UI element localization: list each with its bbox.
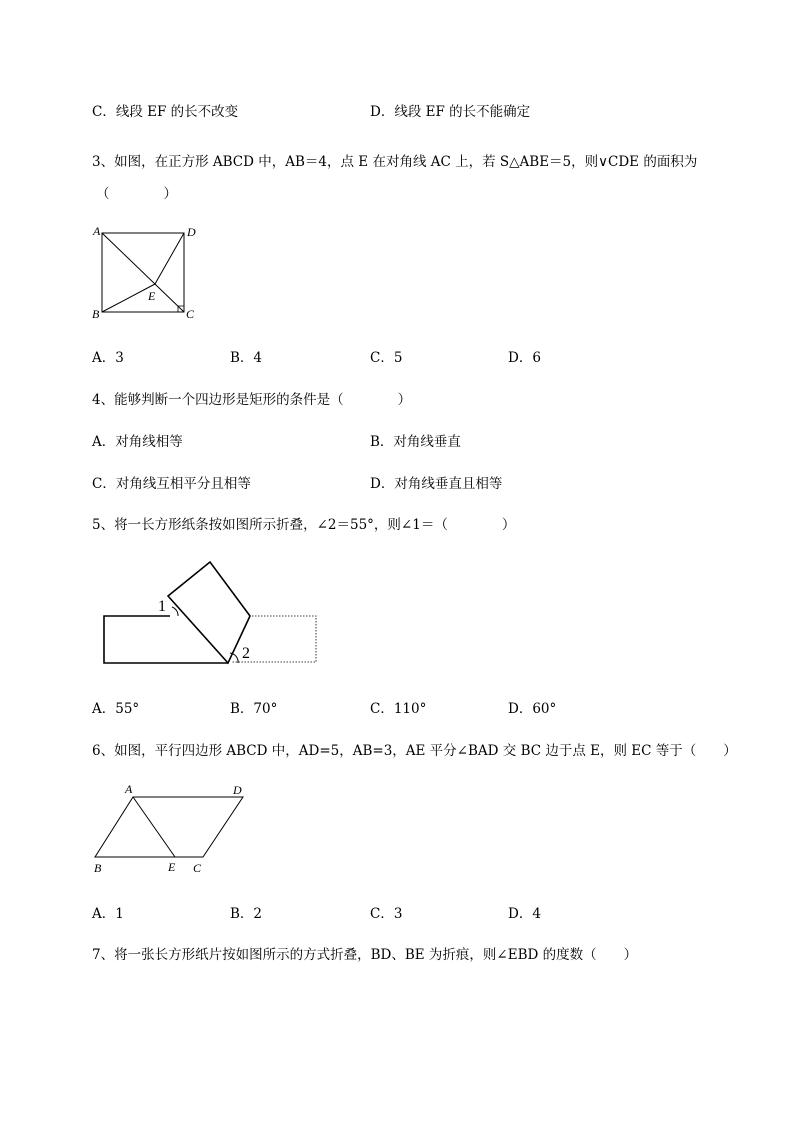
q5-fold-figure xyxy=(100,560,322,670)
label-c: C xyxy=(193,861,202,875)
label-b: B xyxy=(92,307,100,321)
q6-option-a: A．1 xyxy=(92,906,124,922)
q3-option-c: C．5 xyxy=(370,350,403,366)
q5-option-b: B．70° xyxy=(230,701,278,717)
q3-stem: 3、如图，在正方形 ABCD 中，AB＝4，点 E 在对角线 AC 上，若 S△ABE＝5，则∨CDE 的面积为 xyxy=(92,154,698,170)
q4-option-b: B．对角线垂直 xyxy=(370,434,461,450)
q6-parallelogram-figure xyxy=(90,780,250,880)
q2-option-c: C．线段 EF 的长不改变 xyxy=(92,104,239,120)
angle-1-arc xyxy=(172,607,178,616)
label-1: 1 xyxy=(158,598,166,615)
label-a: A xyxy=(125,782,133,796)
segment-ae xyxy=(133,797,175,857)
q6-option-d: D．4 xyxy=(508,906,541,922)
q7-stem: 7、将一张长方形纸片按如图所示的方式折叠，BD、BE 为折痕，则∠EBD 的度数（ ） xyxy=(92,947,638,963)
label-2: 2 xyxy=(242,645,250,662)
q3-option-a: A．3 xyxy=(92,350,124,366)
diagonal-ac xyxy=(102,233,184,312)
label-b: B xyxy=(94,861,102,875)
segment-de xyxy=(155,233,184,284)
q4-option-c: C．对角线互相平分且相等 xyxy=(92,476,251,492)
q3-option-b: B．4 xyxy=(230,350,263,366)
q3-square-figure xyxy=(90,224,210,324)
q3-answer-blank: （ ） xyxy=(96,186,177,202)
label-e: E xyxy=(168,860,176,874)
label-e: E xyxy=(148,289,156,303)
q5-stem: 5、将一长方形纸条按如图所示折叠，∠2＝55°，则∠1＝（ ） xyxy=(92,517,516,533)
q5-option-a: A．55° xyxy=(92,701,140,717)
label-d: D xyxy=(187,225,196,239)
q4-option-d: D．对角线垂直且相等 xyxy=(370,476,503,492)
q5-option-d: D．60° xyxy=(508,701,557,717)
q4-stem: 4、能够判断一个四边形是矩形的条件是（ ） xyxy=(92,392,412,408)
q4-option-a: A．对角线相等 xyxy=(92,434,183,450)
q2-option-d: D．线段 EF 的长不能确定 xyxy=(370,104,531,120)
q6-option-b: B．2 xyxy=(230,906,263,922)
label-a: A xyxy=(93,224,101,238)
folded-flap xyxy=(168,562,250,663)
q3-option-d: D．6 xyxy=(508,350,541,366)
label-d: D xyxy=(233,783,242,797)
q5-option-c: C．110° xyxy=(370,701,427,717)
q6-stem: 6、如图，平行四边形 ABCD 中，AD=5，AB=3，AE 平分∠BAD 交 BC 边于点 E，则 EC 等于（ ） xyxy=(92,743,737,759)
q6-option-c: C．3 xyxy=(370,906,403,922)
label-c: C xyxy=(186,307,195,321)
